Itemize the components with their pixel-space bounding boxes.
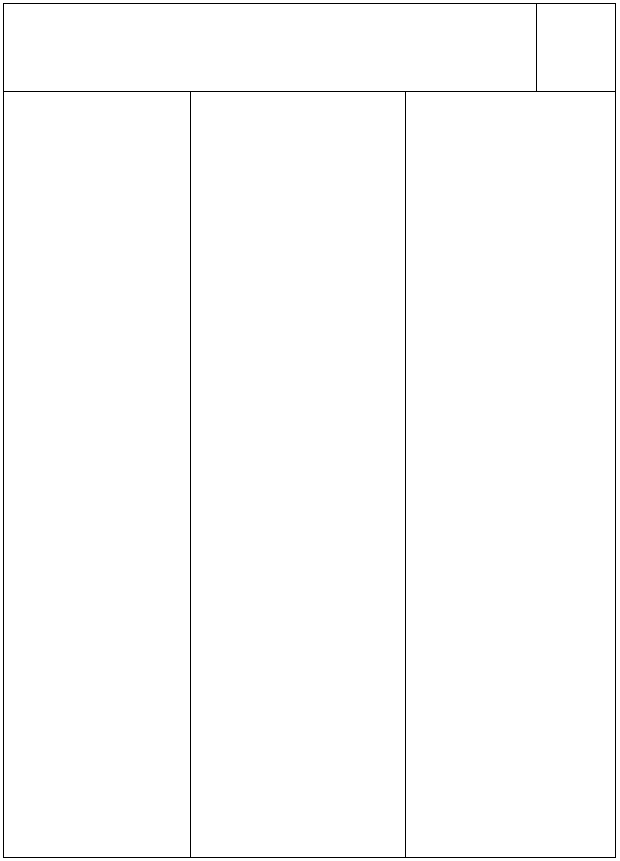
barcode [8, 40, 126, 60]
qr-code [469, 680, 589, 810]
stop-sequence-column-1 [190, 91, 406, 857]
sheet-header [4, 4, 615, 92]
design-preview [4, 91, 191, 857]
header-info [4, 4, 537, 91]
production-sheet [3, 3, 616, 858]
